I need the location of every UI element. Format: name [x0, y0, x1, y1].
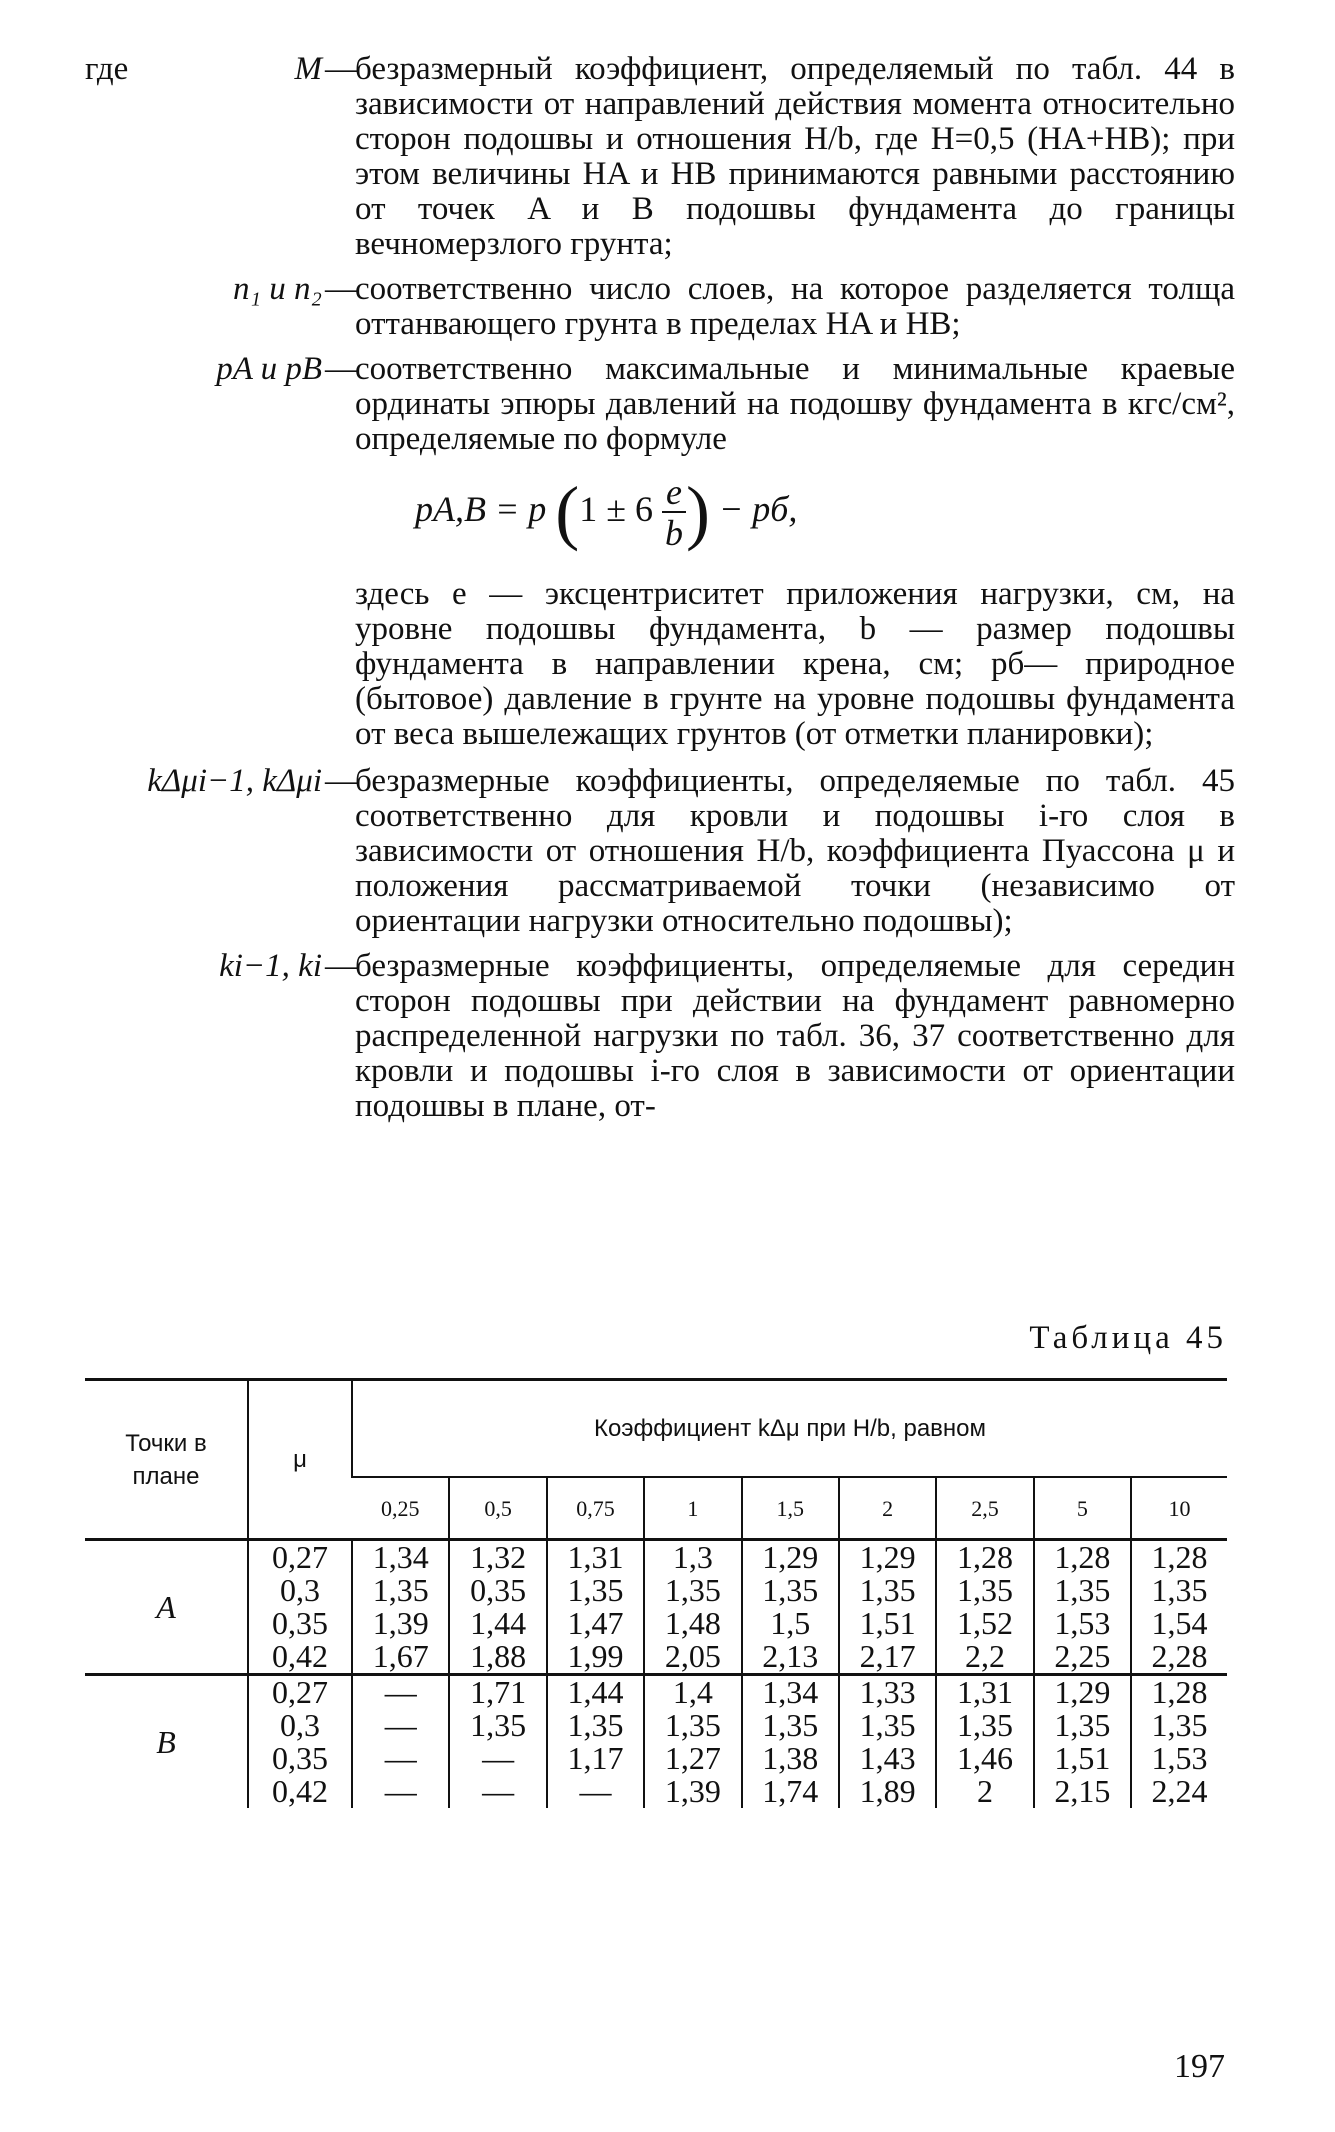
- header-hb-value: 2: [839, 1477, 936, 1540]
- coefficient-value: 1,35: [1054, 1572, 1111, 1608]
- coefficient-value: —: [384, 1674, 417, 1710]
- mu-value: 0,35: [272, 1740, 328, 1776]
- mu-value: 0,3: [280, 1572, 320, 1608]
- coefficient-cell: [839, 1675, 936, 1809]
- fraction-numerator: e: [662, 473, 686, 513]
- coefficient-value: 2: [976, 1773, 993, 1809]
- term-k: ki−1, ki: [219, 948, 322, 984]
- coefficient-value: 1,53: [1054, 1605, 1111, 1641]
- coefficient-value: 1,47: [567, 1605, 624, 1641]
- coefficient-value: 1,39: [372, 1605, 429, 1641]
- header-mu: μ: [248, 1380, 352, 1540]
- coefficient-value: 1,28: [1151, 1674, 1208, 1710]
- coefficient-cell: [449, 1675, 546, 1809]
- coefficient-value: 1,89: [859, 1773, 916, 1809]
- dash: —: [325, 351, 358, 387]
- coefficient-value: 1,35: [372, 1572, 429, 1608]
- page-number: 197: [1174, 2048, 1225, 2085]
- coefficient-value: —: [482, 1740, 515, 1776]
- coefficient-cell: [839, 1540, 936, 1675]
- formula: [415, 471, 1235, 563]
- coefficient-value: —: [384, 1773, 417, 1809]
- coefficient-value: 1,27: [664, 1740, 721, 1776]
- table-body: [85, 1540, 1227, 1809]
- mu-value: 0,42: [272, 1773, 328, 1809]
- coefficient-value: 2,17: [859, 1638, 916, 1674]
- coefficient-value: 1,52: [956, 1605, 1013, 1641]
- definition-text: безразмерные коэффициенты, определяемые по табл. 45 соответственно для кровли и подошвы i-го слоя в зависимости от отношения H/b, коэффициента Пуассона μ и положения рассматриваемой точки (независимо от ориентации нагрузки относительно подошвы);: [355, 763, 1235, 939]
- coefficient-value: 2,25: [1054, 1638, 1111, 1674]
- coefficient-value: 1,43: [859, 1740, 916, 1776]
- mu-cell: [248, 1540, 352, 1675]
- mu-value: 0,27: [272, 1539, 328, 1575]
- header-hb-value: 0,75: [547, 1477, 644, 1540]
- coefficient-value: 1,28: [956, 1539, 1013, 1575]
- formula-explanation: здесь e — эксцентриситет приложения нагрузки, см, на уровне подошвы фундамента, b — размер подошвы фундамента в направлении крена, см; pб— природное (бытовое) давление в грунте на уровне подошвы фундамента от веса вышележащих грунтов (от отметки планировки);: [355, 576, 1235, 752]
- coefficient-cell: [936, 1675, 1033, 1809]
- coefficient-value: 1,99: [567, 1638, 624, 1674]
- term-k-delta: kΔμi−1, kΔμi: [147, 763, 322, 799]
- coefficient-cell: [352, 1675, 449, 1809]
- coefficient-value: 1,46: [956, 1740, 1013, 1776]
- table-row: [85, 1675, 1227, 1809]
- coefficient-value: 2,2: [964, 1638, 1005, 1674]
- coefficient-cell: [936, 1540, 1033, 1675]
- mu-value: 0,42: [272, 1638, 328, 1674]
- paren-right: ): [686, 472, 710, 552]
- coefficient-cell: [742, 1675, 839, 1809]
- coefficient-value: 2,24: [1151, 1773, 1208, 1809]
- coefficient-value: —: [384, 1707, 417, 1743]
- formula-rhs: − pб,: [719, 488, 798, 529]
- coefficient-value: 1,29: [859, 1539, 916, 1575]
- coefficient-value: —: [384, 1740, 417, 1776]
- coefficient-value: 2,05: [664, 1638, 721, 1674]
- coefficient-value: 1,35: [956, 1707, 1013, 1743]
- definition-k: [85, 949, 1235, 1124]
- coefficient-value: 1,44: [567, 1674, 624, 1710]
- coefficient-value: 1,71: [470, 1674, 527, 1710]
- definition-text: безразмерный коэффициент, определяемый по табл. 44 в зависимости от направлений действия момента относительно сторон подошвы и отношения H/b, где H=0,5 (HA+HB); при этом величины HA и HB принимаются равными расстоянию от точек A и B подошвы фундамента до границы вечномерзлого грунта;: [355, 51, 1235, 262]
- dash: —: [325, 271, 358, 307]
- coefficient-cell: [1034, 1675, 1131, 1809]
- coefficient-value: 1,33: [859, 1674, 916, 1710]
- coefficient-value: 1,17: [567, 1740, 624, 1776]
- coefficient-value: 1,35: [1054, 1707, 1111, 1743]
- coefficient-value: 1,53: [1151, 1740, 1208, 1776]
- definition-k-delta: [85, 764, 1235, 939]
- table-caption: Таблица 45: [1029, 1320, 1227, 1356]
- coefficient-value: 1,35: [956, 1572, 1013, 1608]
- term-M: M: [294, 51, 322, 87]
- coefficient-value: 1,38: [762, 1740, 819, 1776]
- fraction-denominator: b: [665, 512, 684, 553]
- point-cell: A: [156, 1588, 176, 1625]
- coefficient-value: 1,35: [470, 1707, 527, 1743]
- definitions-block: [85, 52, 1235, 1134]
- coefficient-value: 1,31: [956, 1674, 1013, 1710]
- dash: —: [325, 51, 358, 87]
- coefficient-value: 0,35: [470, 1572, 527, 1608]
- coefficient-value: 2,13: [762, 1638, 819, 1674]
- formula-inside: 1 ± 6: [579, 488, 654, 529]
- coefficient-value: 1,54: [1151, 1605, 1208, 1641]
- coefficient-cell: [742, 1540, 839, 1675]
- mu-value: 0,35: [272, 1605, 328, 1641]
- coefficient-value: 1,35: [1151, 1572, 1208, 1608]
- coefficient-cell: [547, 1675, 644, 1809]
- definition-text: соответственно число слоев, на которое разделяется толща оттанвающего грунта в пределах HA и HB;: [355, 271, 1235, 342]
- point-cell: B: [156, 1723, 176, 1760]
- mu-value: 0,3: [280, 1707, 320, 1743]
- header-hb-value: 10: [1131, 1477, 1227, 1540]
- coefficient-value: 1,48: [664, 1605, 721, 1641]
- coefficient-value: 2,28: [1151, 1638, 1208, 1674]
- coefficient-value: 1,74: [762, 1773, 819, 1809]
- coefficient-value: 1,35: [664, 1572, 721, 1608]
- table-row: [85, 1540, 1227, 1675]
- header-hb-value: 2,5: [936, 1477, 1033, 1540]
- coefficient-value: —: [482, 1773, 515, 1809]
- term-n1-n2: n₁ и n₂: [233, 271, 322, 307]
- header-hb-value: 1: [644, 1477, 741, 1540]
- coefficient-value: 1,3: [672, 1539, 713, 1575]
- header-coefficient: Коэффициент kΔμ при H/b, равном: [352, 1380, 1227, 1478]
- coefficient-value: 1,88: [470, 1638, 527, 1674]
- coefficient-cell: [1034, 1540, 1131, 1675]
- coefficient-cell: [644, 1540, 741, 1675]
- header-hb-value: 0,25: [352, 1477, 449, 1540]
- header-hb-value: 0,5: [449, 1477, 546, 1540]
- coefficient-value: 1,67: [372, 1638, 429, 1674]
- header-points: Точки в плане: [125, 1429, 207, 1490]
- coefficient-value: 1,35: [1151, 1707, 1208, 1743]
- coefficient-value: 1,39: [664, 1773, 721, 1809]
- coefficient-value: 1,35: [859, 1572, 916, 1608]
- coefficient-value: 1,29: [762, 1539, 819, 1575]
- mu-value: 0,27: [272, 1674, 328, 1710]
- coefficient-cell: [352, 1540, 449, 1675]
- table-45: [85, 1378, 1227, 1808]
- coefficient-cell: [644, 1675, 741, 1809]
- coefficient-value: 1,35: [762, 1707, 819, 1743]
- formula-fraction: [662, 473, 686, 553]
- definition-text: соответственно максимальные и минимальные краевые ординаты эпюры давлений на подошву фундамента в кгс/см², определяемые по формуле: [355, 351, 1235, 457]
- coefficient-cell: [1131, 1540, 1227, 1675]
- coefficient-value: 1,51: [1054, 1740, 1111, 1776]
- coefficient-cell: [547, 1540, 644, 1675]
- coefficient-value: 1,29: [1054, 1674, 1111, 1710]
- coefficient-value: 1,28: [1151, 1539, 1208, 1575]
- dash: —: [325, 948, 358, 984]
- definition-M: [85, 52, 1235, 262]
- coefficient-value: 1,35: [859, 1707, 916, 1743]
- coefficient-value: 1,34: [372, 1539, 429, 1575]
- coefficient-value: —: [579, 1773, 612, 1809]
- definition-text: безразмерные коэффициенты, определяемые для середин сторон подошвы при действии на фундамент равномерно распределенной нагрузки по табл. 36, 37 соответственно для кровли и подошвы i-го слоя в зависимости от ориентации подошвы в плане, от-: [355, 948, 1235, 1124]
- coefficient-value: 2,15: [1054, 1773, 1111, 1809]
- term-pA-pB: pA и pB: [216, 351, 322, 387]
- mu-cell: [248, 1675, 352, 1809]
- dash: —: [325, 763, 358, 799]
- definition-n1-n2: [85, 272, 1235, 342]
- header-hb-value: 5: [1034, 1477, 1131, 1540]
- header-hb-value: 1,5: [742, 1477, 839, 1540]
- where-word: где: [85, 51, 129, 87]
- paren-left: (: [555, 472, 580, 552]
- coefficient-cell: [449, 1540, 546, 1675]
- definition-pA-pB: [85, 352, 1235, 457]
- coefficient-value: 1,28: [1054, 1539, 1111, 1575]
- coefficient-value: 1,4: [672, 1674, 713, 1710]
- formula-lhs: pA,B = p: [415, 488, 547, 529]
- coefficient-value: 1,35: [762, 1572, 819, 1608]
- coefficient-cell: [1131, 1675, 1227, 1809]
- coefficient-value: 1,5: [770, 1605, 811, 1641]
- coefficient-value: 1,31: [567, 1539, 624, 1575]
- coefficient-value: 1,51: [859, 1605, 916, 1641]
- coefficient-value: 1,34: [762, 1674, 819, 1710]
- coefficient-value: 1,35: [567, 1707, 624, 1743]
- coefficient-value: 1,44: [470, 1605, 527, 1641]
- coefficient-value: 1,35: [567, 1572, 624, 1608]
- coefficient-value: 1,35: [664, 1707, 721, 1743]
- coefficient-value: 1,32: [470, 1539, 527, 1575]
